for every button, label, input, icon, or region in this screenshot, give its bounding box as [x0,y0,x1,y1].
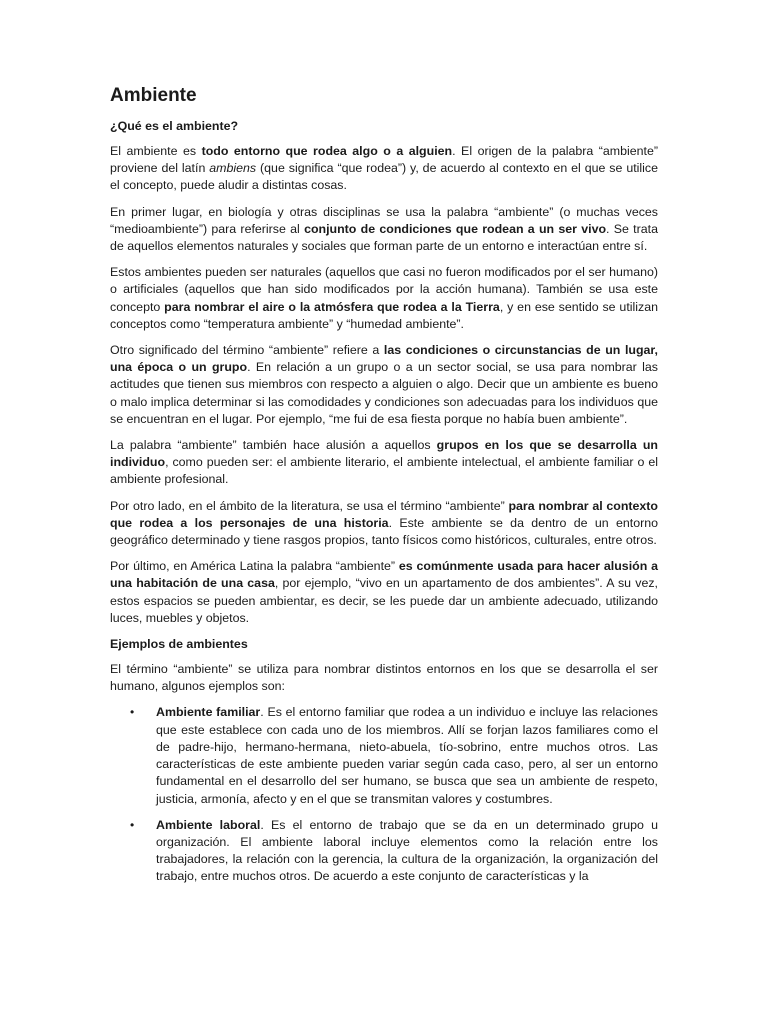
section-intro-paragraph: El término “ambiente” se utiliza para nombrar distintos entornos en los que se desarrolla el ser humano, algunos ejemplos son: [110,662,658,694]
bold-text-run: Ambiente familiar [156,705,261,720]
bold-text-run: grupos en los que se desarrolla un individuo [110,438,658,470]
example-list-item [110,704,658,807]
body-paragraph [110,437,658,489]
text-run: . Es el entorno de trabajo que se da en un determinado grupo u organización. El ambiente laboral incluye elementos como la relación entre los trabajadores, la relación con la gerencia, la cultura de la organización, la organización del trabajo, entre muchos otros. De acuerdo a este conjunto de características y la [156,817,658,884]
text-run: Estos ambientes pueden ser naturales (aquellos que casi no fueron modificados por el ser humano) o artificiales (aquellos que han sido modificados por la acción humana). También se usa este concepto [110,265,658,314]
bold-text-run: para nombrar al contexto que rodea a los personajes de una historia [110,498,658,530]
bullet-icon: • [130,705,135,720]
bullet-icon: • [130,817,135,832]
text-run: . En relación a un grupo o a un sector social, se usa para nombrar las actitudes que tienen sus miembros con respecto a alguien o algo. Decir que un ambiente es bueno o malo implica determinar si las comodidades y condiciones son adecuadas para los individuos que se encuentran en el lugar. Por ejemplo, “me fui de esa fiesta porque no había buen ambiente”. [110,360,658,426]
text-run: Por otro lado, en el ámbito de la literatura, se usa el término “ambiente” [110,498,509,513]
text-run: En primer lugar, en biología y otras disciplinas se usa la palabra “ambiente” (o muchas veces “medioambiente”) para referirse al [110,204,658,236]
text-run: . Este ambiente se da dentro de un entorno geográfico determinado y tiene rasgos propios, tanto físicos como históricos, culturales, entre otros. [110,515,659,548]
text-run: . Se trata de aquellos elementos naturales y sociales que forman parte de un entorno e interactúan entre sí. [110,221,658,254]
body-paragraph [110,558,658,627]
text-run: , y en ese sentido se utilizan conceptos como “temperatura ambiente” y “humedad ambiente”. [110,299,659,331]
paragraph-list [110,143,658,627]
text-run: El ambiente es [110,144,202,158]
bold-text-run: Ambiente laboral [156,817,261,832]
text-run: La palabra “ambiente” también hace alusión a aquellos [110,438,437,453]
section-heading-ejemplos: Ejemplos de ambientes [110,637,248,652]
text-run: , como pueden ser: el ambiente literario, el ambiente intelectual, el ambiente familiar o el ambiente profesional. [110,455,658,487]
text-run: Por último, en América Latina la palabra “ambiente” [110,559,399,574]
text-run: . Es el entorno familiar que rodea a un individuo e incluye las relaciones que este establece con cada uno de los miembros. Allí se forjan lazos familiares como el de padre-hijo, hermano-hermana, nieto-abuela, tío-sobrino, entre muchos otros. Las características de este ambiente pueden variar según cada caso, pero, al ser un entorno fundamental en el desarrollo del ser humano, se busca que sea un ambiente de respeto, justicia, armonía, afecto y en el que se transmitan valores y costumbres. [156,705,658,806]
bold-text-run: conjunto de condiciones que rodean a un ser vivo [304,221,607,236]
body-paragraph [110,264,658,333]
bold-text-run: es comúnmente usada para hacer alusión a una habitación de una casa [110,559,658,591]
document-title: Ambiente [110,85,197,106]
body-paragraph [110,204,658,256]
text-run: . El origen de la palabra “ambiente” proviene del latín [110,144,658,176]
text-run: (que significa “que rodea”) y, de acuerdo al contexto en el que se utilice el concepto, puede aludir a distintas cosas. [110,161,658,193]
text-run: Otro significado del término “ambiente” refiere a [110,343,384,358]
section-heading-que-es: ¿Qué es el ambiente? [110,119,239,133]
examples-list [110,704,658,885]
body-paragraph [110,342,658,428]
text-run: , por ejemplo, “vivo en un apartamento de dos ambientes”. A su vez, estos espacios se pueden ambientar, es decir, se les puede dar un ambiente adecuado, utilizando luces, muebles y objetos. [110,576,658,625]
bold-text-run: las condiciones o circunstancias de un lugar, una época o un grupo [110,343,658,375]
bold-text-run: para nombrar el aire o la atmósfera que rodea a la Tierra [164,299,500,314]
example-list-item [110,817,658,886]
body-paragraph [110,498,658,550]
italic-text-run: ambiens [209,161,257,176]
body-paragraph [110,143,658,195]
bold-text-run: todo entorno que rodea algo o a alguien [201,144,453,158]
